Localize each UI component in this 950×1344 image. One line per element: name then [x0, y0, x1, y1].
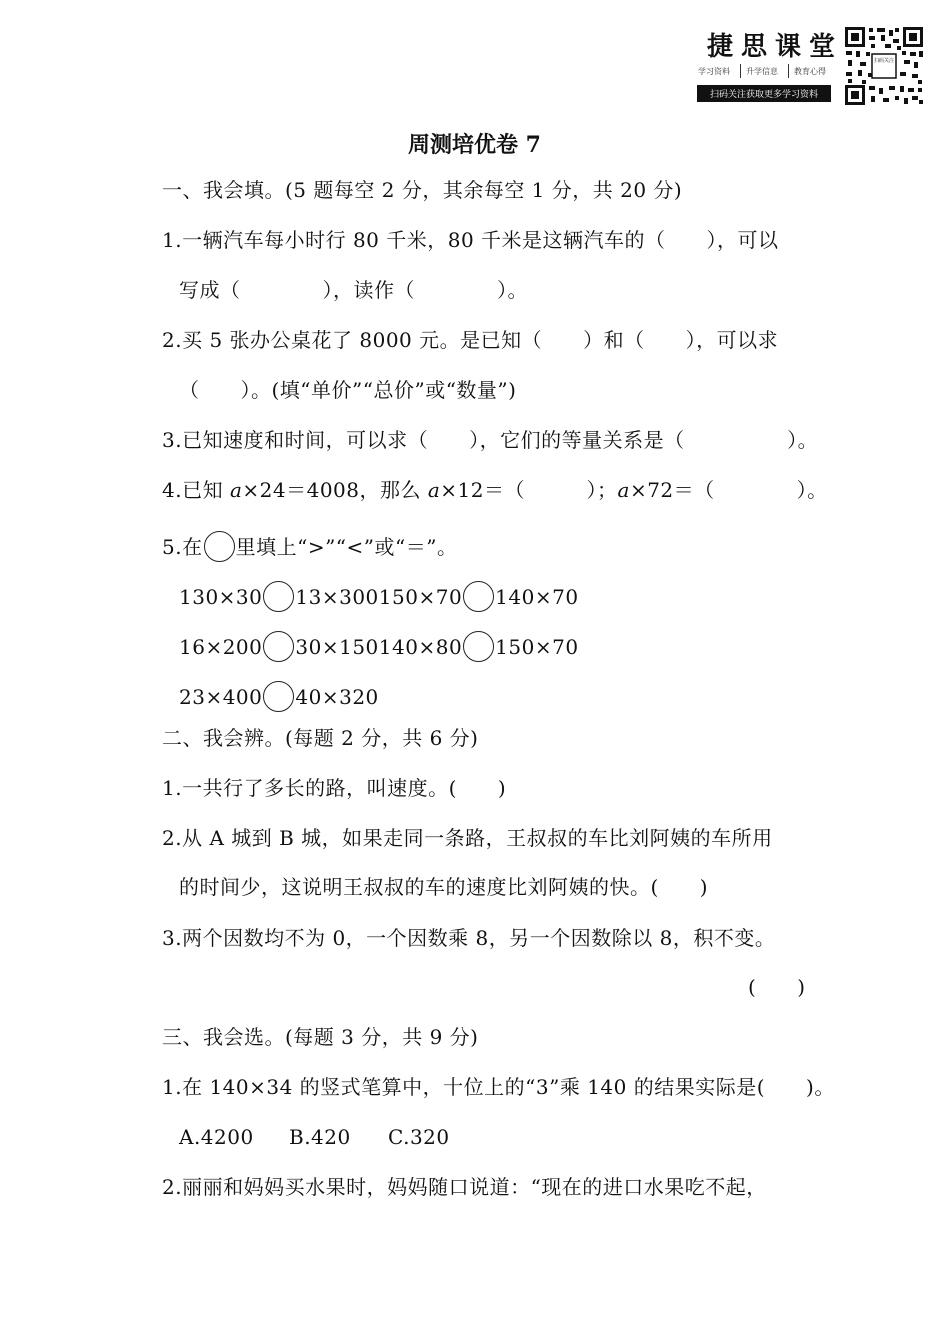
comparison-left: 150×70 [378, 585, 463, 609]
brand-tag-1: 学习资料 [698, 67, 730, 76]
question-2-3-answer-bracket: ( ) [748, 975, 806, 999]
question-1-1-line1: 1.一辆汽车每小时行 80 千米，80 千米是这辆汽车的（ ），可以 [162, 228, 779, 252]
variable-a: a [617, 478, 630, 502]
question-1-4-prefix: 4.已知 [162, 478, 230, 502]
section-2-heading: 二、我会辨。(每题 2 分，共 6 分) [162, 726, 479, 750]
comparison-row-2 [179, 631, 579, 662]
question-2-2-line2: 的时间少，这说明王叔叔的车的速度比刘阿姨的快。( ) [179, 875, 709, 899]
question-1-1-line2: 写成（ ），读作（ ）。 [179, 278, 528, 302]
answer-circle[interactable] [263, 581, 294, 612]
question-3-1-option-c: C.320 [388, 1125, 450, 1149]
question-1-2-line2: （ ）。(填“单价”“总价”或“数量”) [179, 378, 517, 402]
variable-a: a [427, 478, 441, 502]
section-1-heading: 一、我会填。(5 题每空 2 分，其余每空 1 分，共 20 分) [162, 178, 683, 202]
comparison-row-1 [179, 581, 579, 612]
brand-tag-3: 教育心得 [794, 67, 826, 76]
question-1-5-suffix: 里填上“>”“<”或“＝”。 [235, 535, 458, 559]
comparison-right: 150×70 [495, 635, 579, 659]
answer-circle[interactable] [463, 631, 494, 662]
question-1-4-mid1: ×24＝4008，那么 [242, 478, 428, 502]
question-3-1-option-a: A.4200 [179, 1125, 254, 1149]
qr-label: 扫码关注 [874, 58, 895, 64]
question-1-5 [162, 531, 457, 562]
question-1-3: 3.已知速度和时间，可以求（ ），它们的等量关系是（ ）。 [162, 428, 819, 452]
divider [788, 64, 789, 78]
comparison-left: 130×30 [179, 585, 263, 609]
circle-icon [204, 531, 235, 562]
question-2-3: 3.两个因数均不为 0，一个因数乘 8，另一个因数除以 8，积不变。 [162, 926, 776, 950]
question-1-4-end: ×72＝（ ）。 [629, 478, 828, 502]
page-title: 周测培优卷 7 [408, 132, 541, 158]
answer-circle[interactable] [263, 681, 294, 712]
question-1-5-prefix: 5.在 [162, 535, 203, 559]
comparison-left: 140×80 [378, 635, 463, 659]
comparison-right: 40×320 [295, 685, 379, 709]
brand-tag-2: 升学信息 [746, 67, 778, 76]
comparison-left: 23×400 [179, 685, 263, 709]
brand-title: 捷思课堂 [707, 32, 844, 62]
comparison-right: 13×300 [295, 585, 379, 609]
question-3-1-option-b: B.420 [289, 1125, 351, 1149]
answer-circle[interactable] [463, 581, 494, 612]
comparison-row-3 [179, 681, 379, 712]
answer-circle[interactable] [263, 631, 294, 662]
qr-code-icon [844, 26, 924, 106]
section-3-heading: 三、我会选。(每题 3 分，共 9 分) [162, 1025, 479, 1049]
question-1-4 [162, 477, 828, 503]
question-3-2: 2.丽丽和妈妈买水果时，妈妈随口说道：“现在的进口水果吃不起， [162, 1175, 767, 1199]
comparison-left: 16×200 [179, 635, 263, 659]
question-3-1: 1.在 140×34 的竖式笔算中，十位上的“3”乘 140 的结果实际是( )。 [162, 1075, 835, 1099]
question-1-2-line1: 2.买 5 张办公桌花了 8000 元。是已知（ ）和（ ），可以求 [162, 328, 779, 352]
divider [740, 64, 741, 78]
comparison-right: 30×150 [295, 635, 379, 659]
question-1-4-mid2: ×12＝（ ）； [440, 478, 618, 502]
question-2-1: 1.一共行了多长的路，叫速度。( ) [162, 776, 507, 800]
variable-a: a [229, 478, 243, 502]
brand-banner [697, 85, 831, 102]
brand-banner-text: 扫码关注获取更多学习资料 [709, 90, 818, 100]
question-2-2-line1: 2.从 A 城到 B 城，如果走同一条路，王叔叔的车比刘阿姨的车所用 [162, 826, 773, 850]
comparison-right: 140×70 [495, 585, 579, 609]
